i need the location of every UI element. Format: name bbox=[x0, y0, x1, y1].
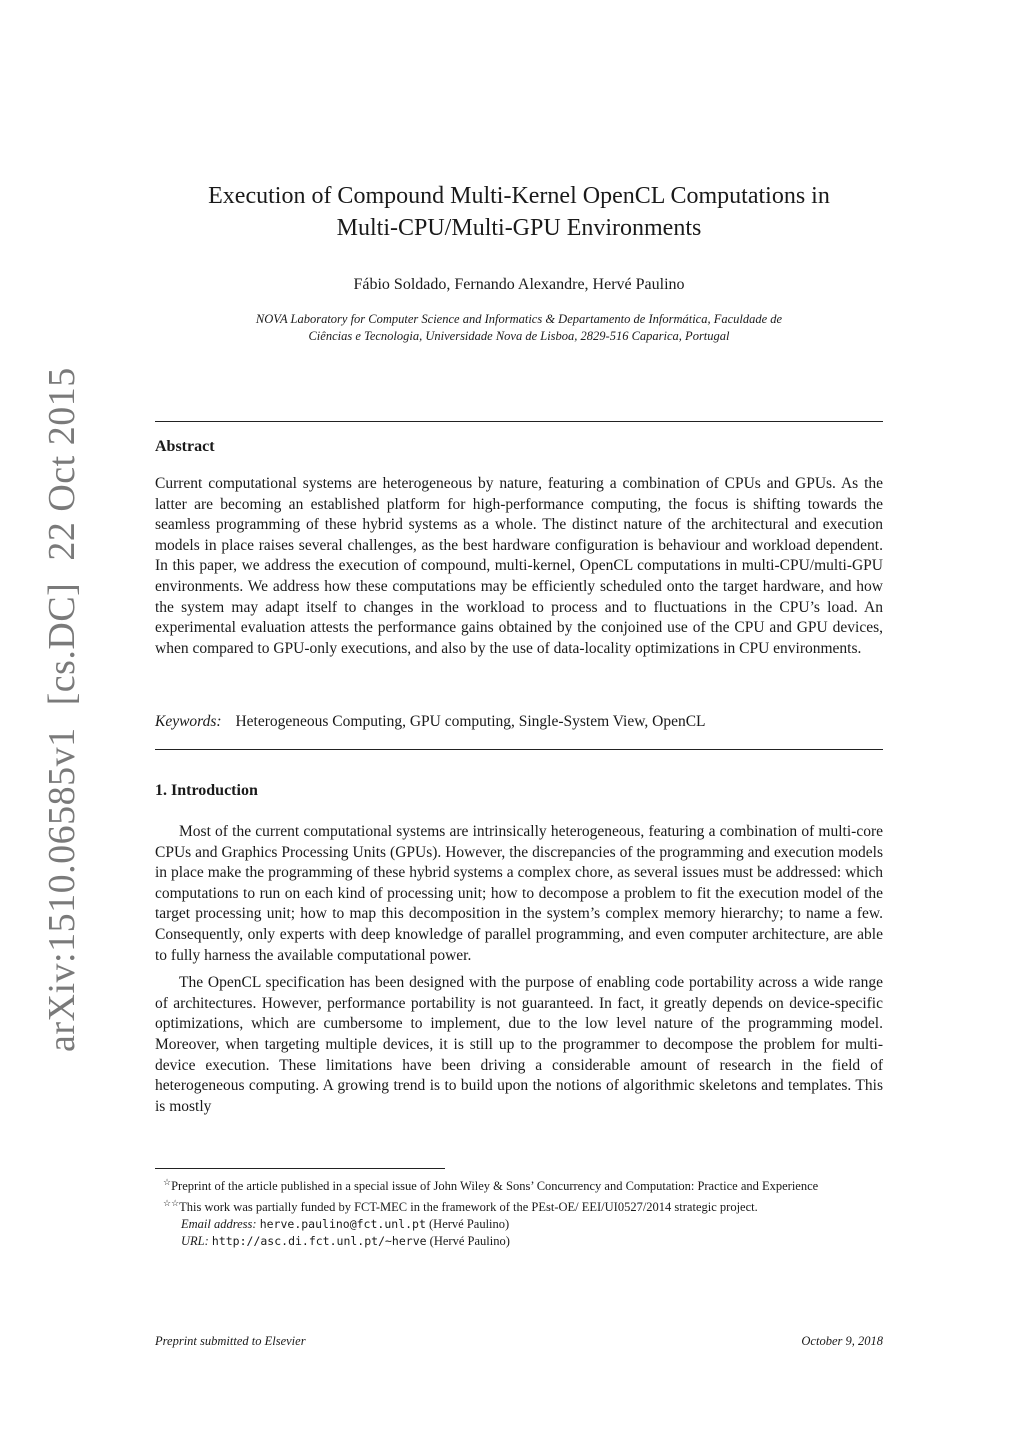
url-link[interactable]: http://asc.di.fct.unl.pt/~herve bbox=[211, 1234, 427, 1249]
arxiv-id: arXiv:1510.06585v1 bbox=[41, 727, 83, 1052]
paper-title bbox=[155, 180, 883, 244]
page-footer bbox=[155, 1334, 883, 1349]
introduction-body bbox=[155, 822, 883, 1124]
footnote-1-mark: ☆ bbox=[163, 1177, 172, 1187]
arxiv-sidebar-identifier bbox=[40, 345, 84, 1052]
footnotes bbox=[155, 1174, 883, 1250]
affiliation bbox=[155, 311, 883, 345]
url-line bbox=[155, 1233, 883, 1250]
keywords-label: Keywords: bbox=[155, 713, 222, 730]
footnote-2 bbox=[155, 1195, 883, 1216]
footnote-1 bbox=[155, 1174, 883, 1195]
title-line-1: Execution of Compound Multi-Kernel OpenCL Computations in bbox=[208, 183, 830, 209]
section-heading-introduction: 1. Introduction bbox=[155, 782, 258, 799]
email-owner: (Hervé Paulino) bbox=[429, 1217, 510, 1232]
affiliation-line-1: NOVA Laboratory for Computer Science and Informatics & Departamento de Informática, Faculdade de bbox=[255, 312, 783, 326]
footer-date: October 9, 2018 bbox=[801, 1334, 883, 1348]
intro-paragraph-2: The OpenCL specification has been designed with the purpose of enabling code portability across a wide range of architectures. However, performance portability is not guaranteed. In fact, it greatly depends on device-specific optimizations, which are cumbersome to implement, due to the low level nature of the programming model. Moreover, when targeting multiple devices, it is still up to the programmer to decompose the problem for multi-device execution. These limitations have been driving a considerable amount of research in the field of heterogeneous computing. A growing trend is to build upon the notions of algorithmic skeletons and templates. This is mostly bbox=[155, 974, 883, 1115]
arxiv-category: [cs.DC] bbox=[41, 582, 83, 706]
abstract-text: Current computational systems are heterogeneous by nature, featuring a combination of CPUs and GPUs. As the latter are becoming an established platform for high-performance computing, the focus is shifting towards the seamless programming of these hybrid systems as a whole. The distinct nature of the architectural and execution models in place raises several challenges, as the best hardware configuration is behaviour and workload dependent. In this paper, we address the execution of compound, multi-kernel, OpenCL computations in multi-CPU/multi-GPU environments. We address how these computations may be efficiently scheduled onto the target hardware, and how the system may adapt itself to changes in the workload to process and to fluctuations in the CPU’s load. An experimental evaluation attests the performance gains obtained by the conjoined use of the CPU and GPU devices, when compared to GPU-only executions, and also by the use of data-locality optimizations in CPU environments. bbox=[155, 475, 883, 657]
abstract-bottom-rule bbox=[155, 749, 883, 750]
arxiv-date: 22 Oct 2015 bbox=[41, 367, 83, 561]
email-label: Email address: bbox=[181, 1217, 257, 1232]
title-line-2: Multi-CPU/Multi-GPU Environments bbox=[336, 215, 702, 241]
abstract-heading: Abstract bbox=[155, 438, 215, 455]
email-line bbox=[155, 1216, 883, 1233]
keywords bbox=[155, 713, 883, 731]
author-list: Fábio Soldado, Fernando Alexandre, Hervé Paulino bbox=[353, 276, 685, 293]
footnote-2-text: This work was partially funded by FCT-MEC in the framework of the PEst-OE/ EEI/UI0527/2014 strategic project. bbox=[179, 1200, 758, 1215]
footnote-1-text: Preprint of the article published in a special issue of John Wiley & Sons’ Concurrency and Computation: Practice and Experience bbox=[171, 1179, 819, 1194]
footnote-2-mark: ☆☆ bbox=[163, 1198, 180, 1209]
url-label: URL: bbox=[181, 1234, 209, 1249]
intro-paragraph-1: Most of the current computational systems are intrinsically heterogeneous, featuring a combination of multi-core CPUs and Graphics Processing Units (GPUs). However, the discrepancies of the programming and execution models in place make the programming of these hybrid systems a complex chore, as several issues must be addressed: which computations to run on each kind of processing unit; how to decompose a problem to fit the execution model of the target processing unit; how to map this decomposition in the system’s complex memory hierarchy; to name a few. Consequently, only experts with deep knowledge of parallel programming, and even computer architecture, are able to fully harness the available computational power. bbox=[155, 823, 883, 964]
email-link[interactable]: herve.paulino@fct.unl.pt bbox=[259, 1217, 426, 1232]
footer-submission-note: Preprint submitted to Elsevier bbox=[155, 1334, 306, 1348]
abstract-top-rule bbox=[155, 421, 883, 422]
url-owner: (Hervé Paulino) bbox=[429, 1234, 510, 1249]
affiliation-line-2: Ciências e Tecnologia, Universidade Nova de Lisboa, 2829-516 Caparica, Portugal bbox=[308, 329, 730, 343]
keywords-list: Heterogeneous Computing, GPU computing, Single-System View, OpenCL bbox=[235, 713, 706, 730]
footnote-rule bbox=[155, 1168, 445, 1169]
